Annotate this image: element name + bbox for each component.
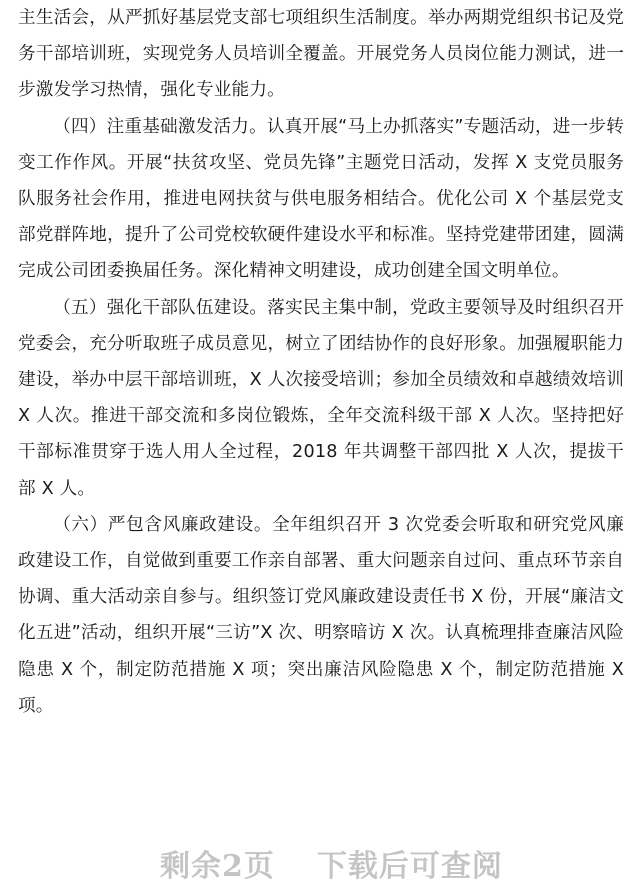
download-prompt-banner[interactable] (0, 806, 640, 885)
paragraph-section-6: （六）严包含风廉政建设。全年组织召开 3 次党委会听取和研究党风廉政建设工作，自觉做到重要工作亲自部署、重大问题亲自过问、重点环节亲自协调、重大活动亲自参与。组织签订党风廉政建设责任书 X 份，开展“廉洁文化五进”活动，组织开展“三访”X 次、明察暗访 X 次。认真梳理排查廉洁风险隐患 X 个，制定防范措施 X 项；突出廉洁风险隐患 X 个，制定防范措施 X 项。 (18, 514, 624, 716)
paragraph-section-5: （五）强化干部队伍建设。落实民主集中制，党政主要领导及时组织召开党委会，充分听取班子成员意见，树立了团结协作的良好形象。加强履职能力建设，举办中层干部培训班，X 人次接受培训；参加全员绩效和卓越绩效培训 X 人次。推进干部交流和多岗位锻炼，全年交流科级干部 X 人次。坚持把好干部标准贯穿于选人用人全过程，2018 年共调整干部四批 X 人次，提拔干部 X 人。 (18, 297, 624, 499)
remaining-pages-label: 剩余2页 (160, 849, 275, 884)
paragraph-continuation: 主生活会，从严抓好基层党支部七项组织生活制度。举办两期党组织书记及党务干部培训班，实现党务人员培训全覆盖。开展党务人员岗位能力测试，进一步激发学习热情，强化专业能力。 (18, 8, 624, 101)
paragraph-section-4: （四）注重基础激发活力。认真开展“马上办抓落实”专题活动，进一步转变工作作风。开展“扶贫攻坚、党员先锋”主题党日活动，发挥 X 支党员服务队服务社会作用，推进电网扶贫与供电服务相结合。优化公司 X 个基层党支部党群阵地，提升了公司党校软硬件建设水平和标准。坚持党建带团建，圆满完成公司团委换届任务。深化精神文明建设，成功创建全国文明单位。 (18, 116, 624, 282)
download-to-view-label: 下载后可查阅 (316, 849, 503, 884)
document-body (18, 0, 624, 724)
